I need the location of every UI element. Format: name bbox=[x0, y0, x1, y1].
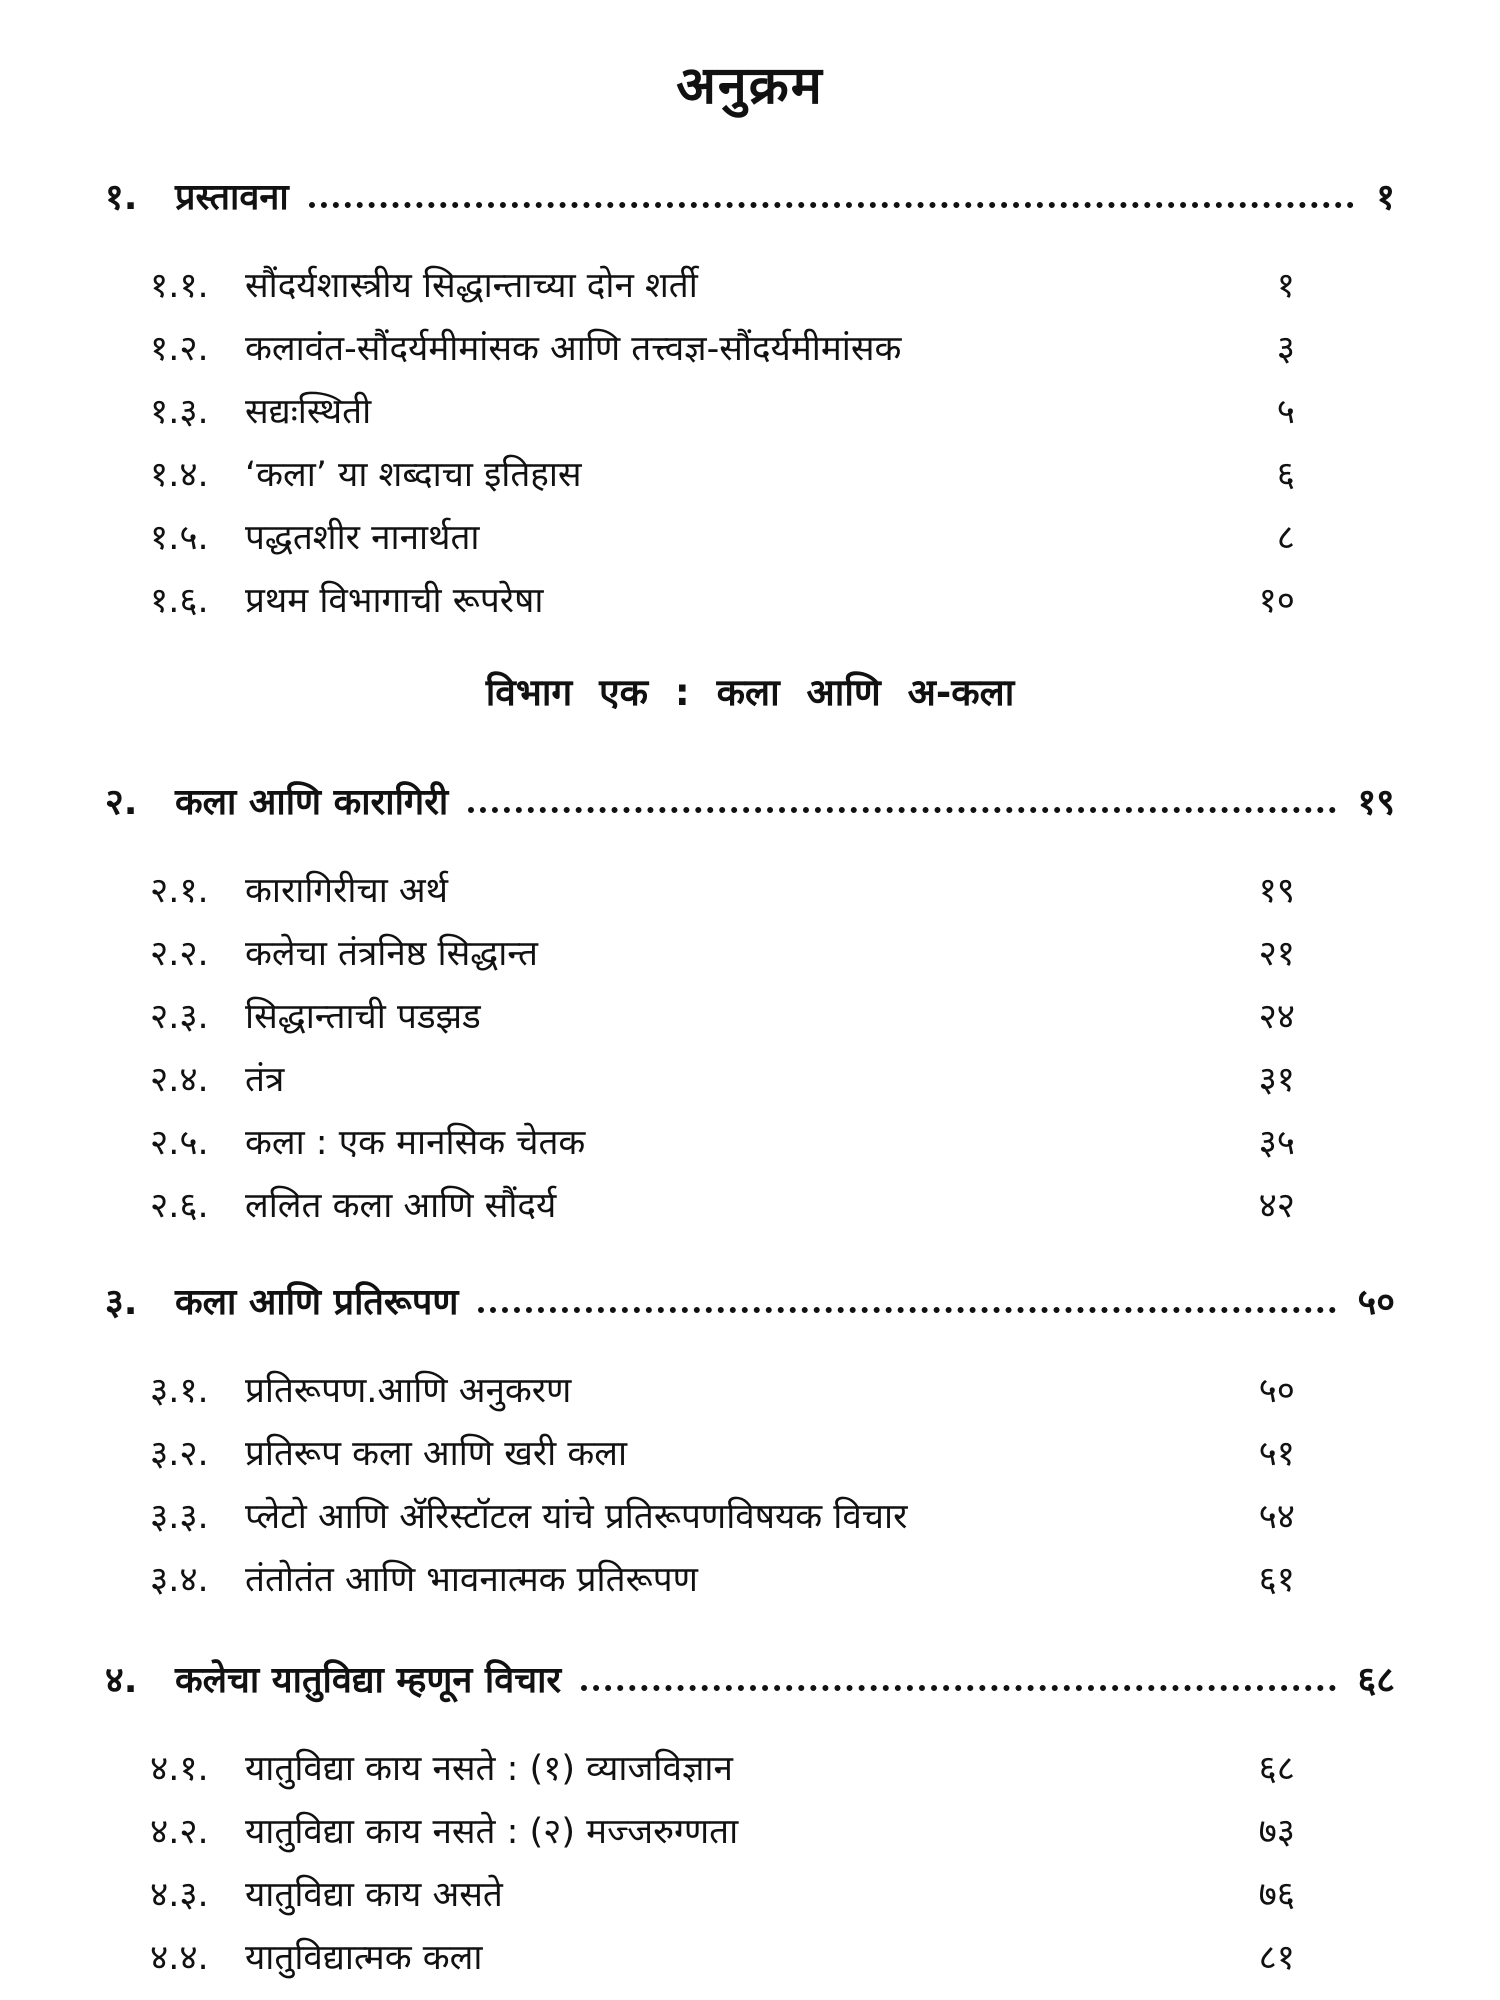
section-title: कलावंत-सौंदर्यमीमांसक आणि तत्त्वज्ञ-सौंदर्यमीमांसक bbox=[245, 329, 902, 369]
section-title: तंत्र bbox=[245, 1060, 285, 1100]
section-page: ६ bbox=[1276, 455, 1295, 495]
section-number: १.६. bbox=[150, 581, 209, 621]
section-number: ४.२. bbox=[150, 1812, 209, 1852]
chapter-page: १९ bbox=[1357, 782, 1395, 823]
section-number: ३.३. bbox=[150, 1497, 209, 1537]
section-page: ५१ bbox=[1258, 1434, 1295, 1474]
section-number: २.४. bbox=[150, 1060, 209, 1100]
section-page: ८१ bbox=[1258, 1938, 1295, 1978]
section-title: ललित कला आणि सौंदर्य bbox=[245, 1186, 557, 1226]
section-entry[interactable] bbox=[150, 920, 1295, 976]
chapter-title: प्रस्तावना bbox=[175, 177, 289, 218]
section-number: १.१. bbox=[150, 266, 209, 306]
dot-leader bbox=[468, 807, 1335, 813]
section-page: ५४ bbox=[1258, 1497, 1295, 1537]
section-title: यातुविद्या काय नसते : (१) व्याजविज्ञान bbox=[245, 1749, 733, 1789]
section-title: कारागिरीचा अर्थ bbox=[245, 871, 448, 911]
section-entry[interactable] bbox=[150, 567, 1295, 623]
section-number: २.६. bbox=[150, 1186, 209, 1226]
section-title: सिद्धान्ताची पडझड bbox=[245, 997, 481, 1037]
section-number: २.१. bbox=[150, 871, 209, 911]
section-page: ६१ bbox=[1258, 1560, 1295, 1600]
section-number: ३.१. bbox=[150, 1371, 209, 1411]
section-entry[interactable] bbox=[150, 1172, 1295, 1228]
section-entry[interactable] bbox=[150, 252, 1295, 308]
section-title: प्रतिरूप कला आणि खरी कला bbox=[245, 1434, 628, 1474]
section-title: कलेचा तंत्रनिष्ठ सिद्धान्त bbox=[245, 934, 539, 974]
chapter-title: कला आणि कारागिरी bbox=[175, 782, 449, 823]
chapter-number: ३. bbox=[105, 1282, 138, 1323]
section-title: यातुविद्या काय नसते : (२) मज्जरुग्णता bbox=[245, 1812, 739, 1852]
section-page: ७३ bbox=[1258, 1812, 1295, 1852]
section-title: यातुविद्या काय असते bbox=[245, 1875, 503, 1915]
dot-leader bbox=[581, 1685, 1335, 1691]
chapter-page: ६८ bbox=[1357, 1660, 1395, 1701]
section-number: २.५. bbox=[150, 1123, 209, 1163]
section-page: ३१ bbox=[1258, 1060, 1295, 1100]
section-title: पद्धतशीर नानार्थता bbox=[245, 518, 480, 558]
section-title: प्रतिरूपण.आणि अनुकरण bbox=[245, 1371, 572, 1411]
dot-leader bbox=[309, 202, 1355, 208]
section-title: प्रथम विभागाची रूपरेषा bbox=[245, 581, 544, 621]
section-title: प्लेटो आणि ॲरिस्टॉटल यांचे प्रतिरूपणविषयक विचार bbox=[245, 1497, 908, 1537]
section-title: सद्यःस्थिती bbox=[245, 392, 372, 432]
section-number: ४.३. bbox=[150, 1875, 209, 1915]
part-heading: विभाग एक : कला आणि अ-कला bbox=[485, 671, 1015, 714]
section-title: ‘कला’ या शब्दाचा इतिहास bbox=[245, 455, 582, 495]
chapter-title: कला आणि प्रतिरूपण bbox=[175, 1282, 459, 1323]
section-number: ४.१. bbox=[150, 1749, 209, 1789]
section-page: ५० bbox=[1258, 1371, 1295, 1411]
chapter-heading[interactable] bbox=[105, 1265, 1395, 1325]
section-title: यातुविद्यात्मक कला bbox=[245, 1938, 483, 1978]
section-entry[interactable] bbox=[150, 1420, 1295, 1476]
section-number: ४.४. bbox=[150, 1938, 209, 1978]
section-page: २१ bbox=[1258, 934, 1295, 974]
section-number: १.५. bbox=[150, 518, 209, 558]
chapter-heading[interactable] bbox=[105, 1643, 1395, 1703]
chapter-page: १ bbox=[1376, 177, 1395, 218]
section-entry[interactable] bbox=[150, 1357, 1295, 1413]
section-title: कला : एक मानसिक चेतक bbox=[245, 1123, 586, 1163]
section-entry[interactable] bbox=[150, 983, 1295, 1039]
section-entry[interactable] bbox=[150, 504, 1295, 560]
section-number: ३.४. bbox=[150, 1560, 209, 1600]
section-page: १९ bbox=[1258, 871, 1295, 911]
section-entry[interactable] bbox=[150, 857, 1295, 913]
section-page: २४ bbox=[1258, 997, 1295, 1037]
section-number: २.३. bbox=[150, 997, 209, 1037]
section-title: तंतोतंत आणि भावनात्मक प्रतिरूपण bbox=[245, 1560, 698, 1600]
section-entry[interactable] bbox=[150, 1546, 1295, 1602]
section-page: ३५ bbox=[1258, 1123, 1295, 1163]
section-page: ५ bbox=[1276, 392, 1295, 432]
chapter-number: १. bbox=[105, 177, 138, 218]
section-entry[interactable] bbox=[150, 1924, 1295, 1980]
section-page: ८ bbox=[1276, 518, 1295, 558]
section-page: ७६ bbox=[1258, 1875, 1295, 1915]
page-title: अनुक्रम bbox=[676, 56, 824, 116]
chapter-number: ४. bbox=[105, 1660, 138, 1701]
chapter-page: ५० bbox=[1357, 1282, 1395, 1323]
chapter-title: कलेचा यातुविद्या म्हणून विचार bbox=[175, 1660, 562, 1701]
section-entry[interactable] bbox=[150, 315, 1295, 371]
section-entry[interactable] bbox=[150, 1109, 1295, 1165]
section-entry[interactable] bbox=[150, 1483, 1295, 1539]
section-page: ६८ bbox=[1258, 1749, 1295, 1789]
section-page: ४२ bbox=[1258, 1186, 1295, 1226]
section-entry[interactable] bbox=[150, 1735, 1295, 1791]
section-title: सौंदर्यशास्त्रीय सिद्धान्ताच्या दोन शर्ती bbox=[245, 266, 698, 306]
section-number: २.२. bbox=[150, 934, 209, 974]
section-page: १० bbox=[1258, 581, 1295, 621]
section-entry[interactable] bbox=[150, 1798, 1295, 1854]
section-number: १.२. bbox=[150, 329, 209, 369]
section-entry[interactable] bbox=[150, 1861, 1295, 1917]
section-number: १.३. bbox=[150, 392, 209, 432]
chapter-heading[interactable] bbox=[105, 765, 1395, 825]
section-entry[interactable] bbox=[150, 1046, 1295, 1102]
dot-leader bbox=[478, 1307, 1335, 1313]
section-entry[interactable] bbox=[150, 378, 1295, 434]
chapter-heading[interactable] bbox=[105, 160, 1395, 220]
section-number: ३.२. bbox=[150, 1434, 209, 1474]
section-page: ३ bbox=[1276, 329, 1295, 369]
section-entry[interactable] bbox=[150, 441, 1295, 497]
section-number: १.४. bbox=[150, 455, 209, 495]
section-page: १ bbox=[1276, 266, 1295, 306]
chapter-number: २. bbox=[105, 782, 138, 823]
